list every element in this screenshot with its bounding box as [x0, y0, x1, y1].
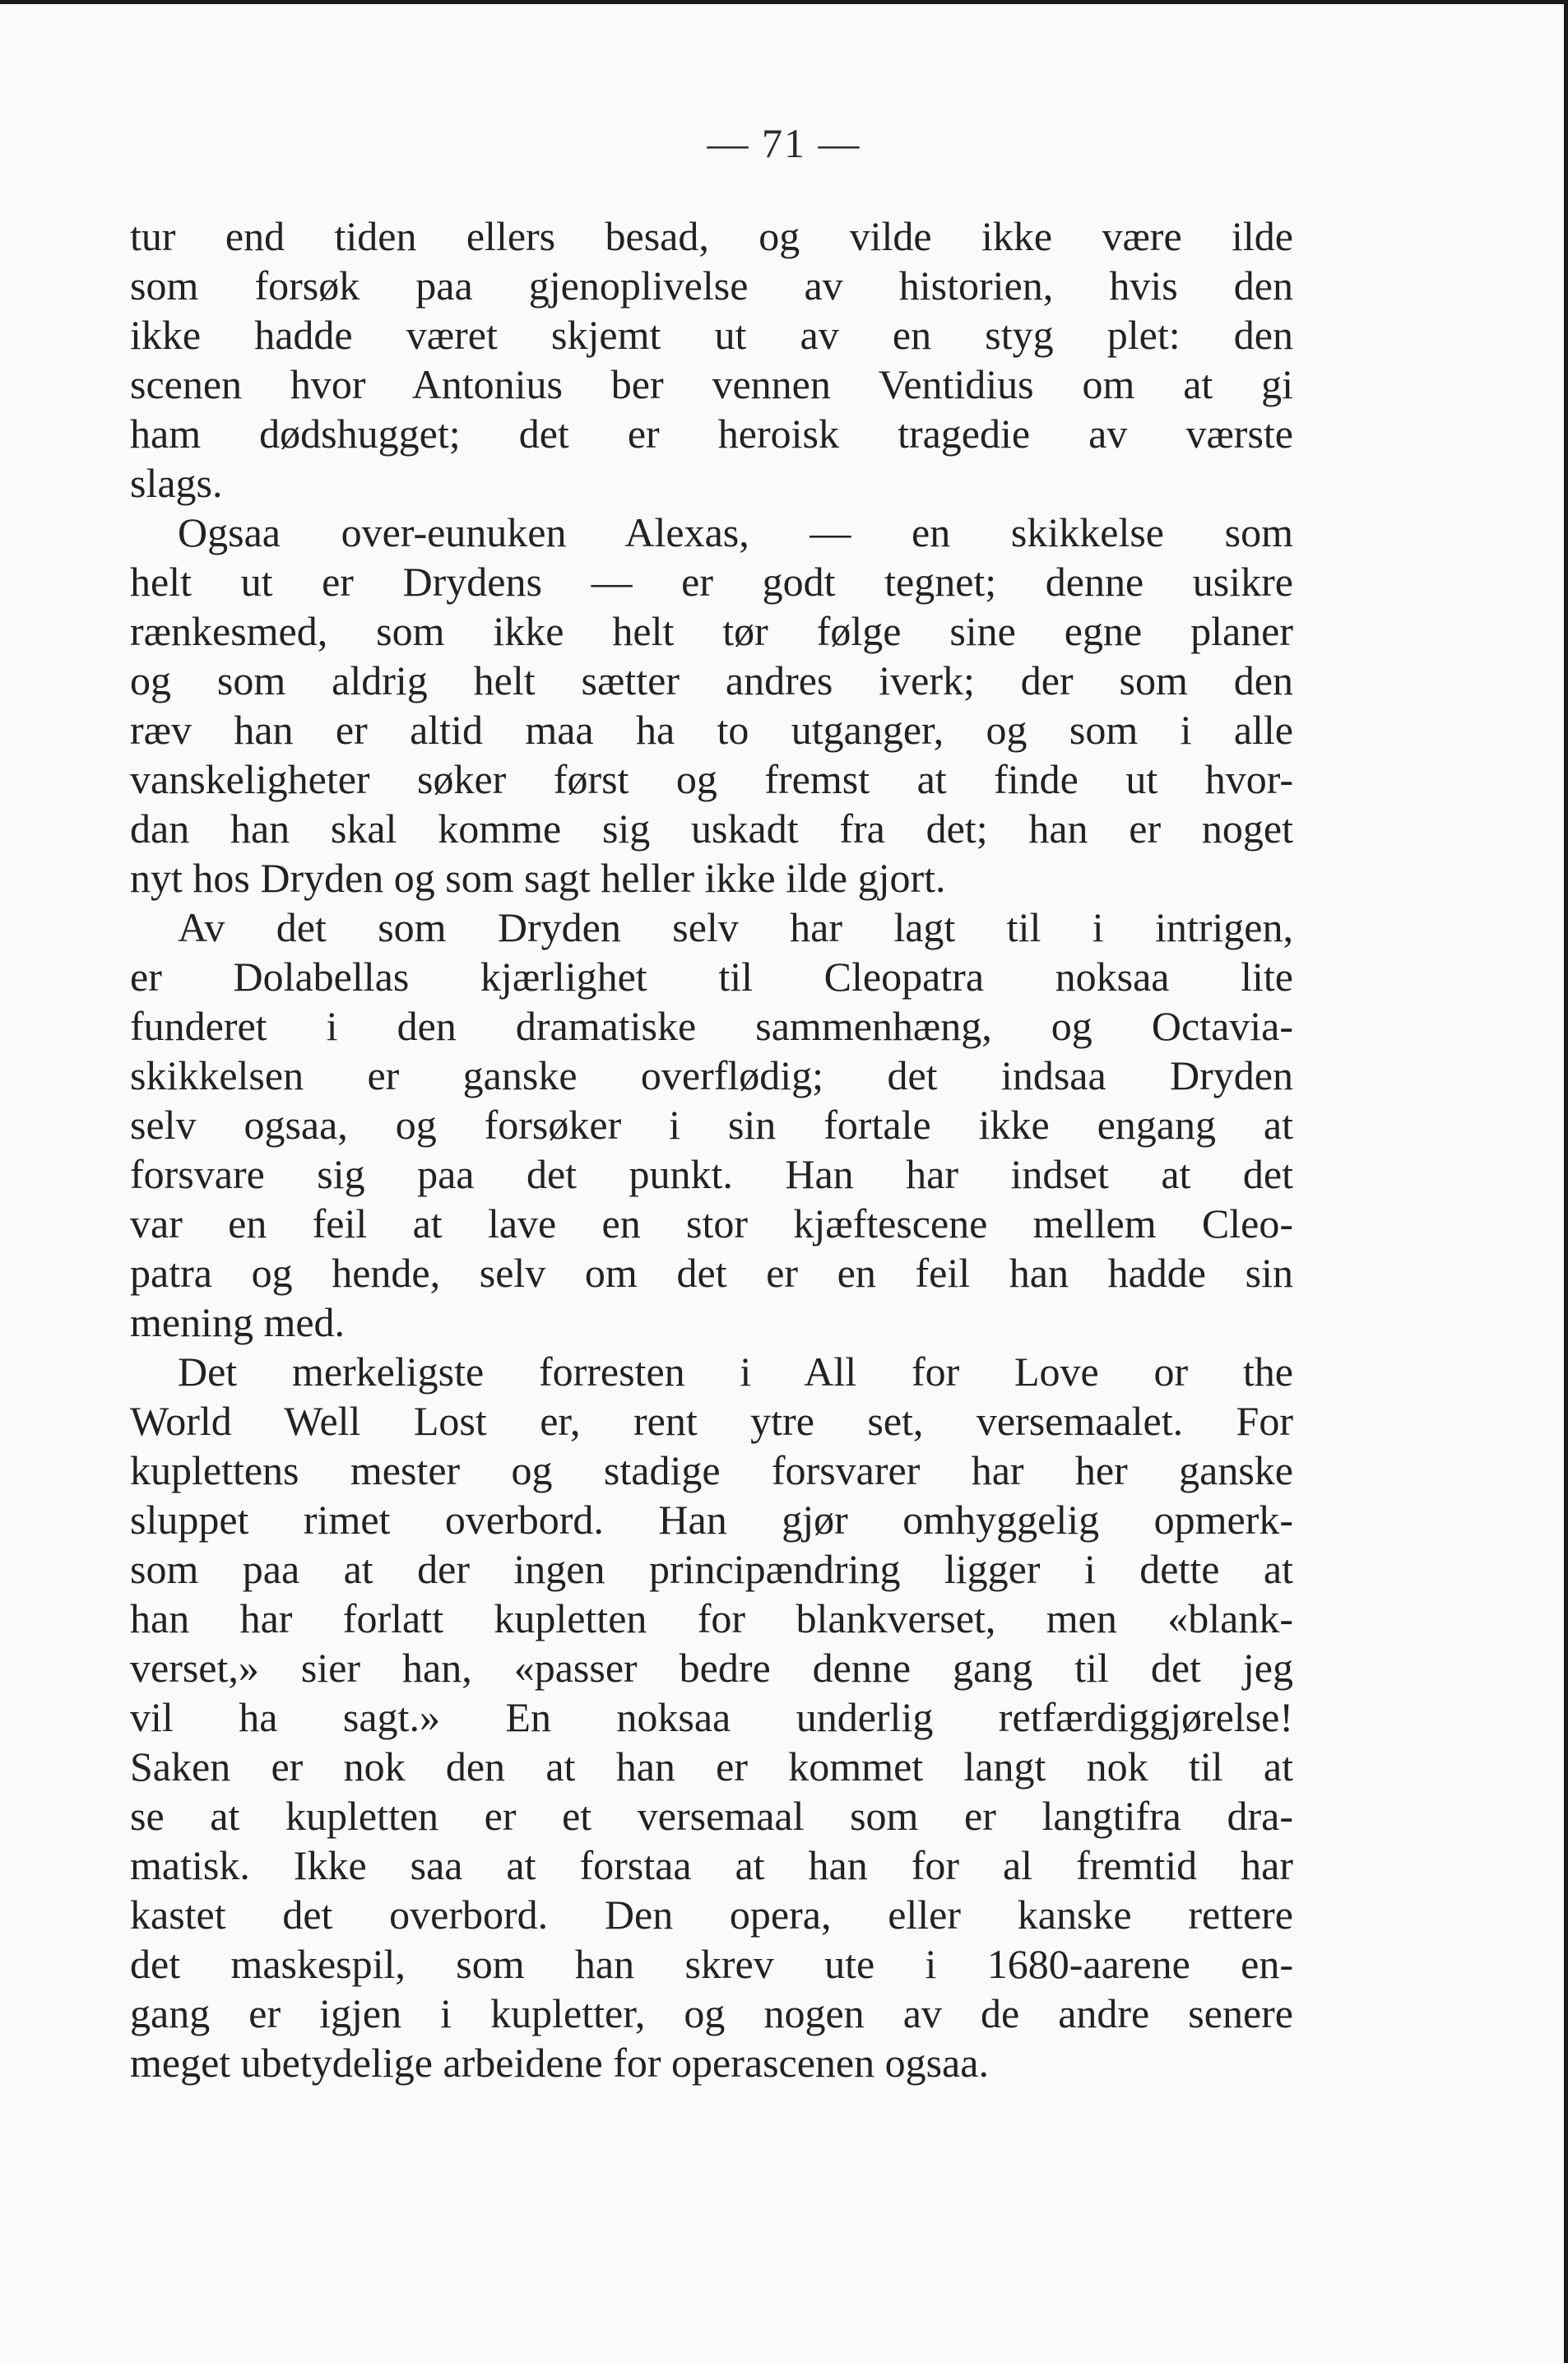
text-line: kastet det overbord. Den opera, eller kanske rettere	[130, 1892, 1293, 1938]
text-line: det maskespil, som han skrev ute i 1680-aarene en-	[130, 1941, 1293, 1987]
paragraph	[130, 508, 1293, 903]
text-line: tur end tiden ellers besad, og vilde ikke være ilde	[130, 213, 1293, 259]
text-line: verset,» sier han, «passer bedre denne gang til det jeg	[130, 1645, 1293, 1691]
text-line: scenen hvor Antonius ber vennen Ventidius om at gi	[130, 361, 1293, 407]
text-line: selv ogsaa, og forsøker i sin fortale ikke engang at	[130, 1102, 1293, 1148]
text-line: forsvare sig paa det punkt. Han har indset at det	[130, 1151, 1293, 1197]
text-line: er Dolabellas kjærlighet til Cleopatra noksaa lite	[130, 954, 1293, 1000]
text-line: meget ubetydelige arbeidene for operascenen ogsaa.	[130, 2040, 989, 2086]
paragraph	[130, 1347, 1293, 2087]
text-line: skikkelsen er ganske overflødig; det indsaa Dryden	[130, 1052, 1293, 1098]
text-line: slags.	[130, 460, 223, 506]
text-line: matisk. Ikke saa at forstaa at han for al fremtid har	[130, 1842, 1293, 1888]
text-line: og som aldrig helt sætter andres iverk; der som den	[130, 657, 1293, 703]
text-line: kuplettens mester og stadige forsvarer har her ganske	[130, 1447, 1293, 1493]
text-line: Ogsaa over-eunuken Alexas, — en skikkelse som	[178, 509, 1293, 555]
text-line: mening med.	[130, 1299, 346, 1345]
text-line: gang er igjen i kupletter, og nogen av de andre senere	[130, 1990, 1293, 2036]
text-line: Saken er nok den at han er kommet langt nok til at	[130, 1743, 1293, 1790]
paragraph	[130, 903, 1293, 1347]
text-line: rænkesmed, som ikke helt tør følge sine egne planer	[130, 608, 1293, 654]
text-line: helt ut er Drydens — er godt tegnet; denne usikre	[130, 559, 1293, 605]
text-line: Av det som Dryden selv har lagt til i intrigen,	[178, 904, 1293, 950]
text-line: se at kupletten er et versemaal som er langtifra dra-	[130, 1793, 1293, 1839]
text-line: World Well Lost er, rent ytre set, versemaalet. For	[130, 1398, 1293, 1444]
text-line: han har forlatt kupletten for blankverset, men «blank-	[130, 1595, 1293, 1641]
text-line: vanskeligheter søker først og fremst at finde ut hvor-	[130, 756, 1293, 802]
text-line: sluppet rimet overbord. Han gjør omhyggelig opmerk-	[130, 1497, 1293, 1543]
text-line: vil ha sagt.» En noksaa underlig retfærdiggjørelse!	[130, 1694, 1293, 1740]
text-line: nyt hos Dryden og som sagt heller ikke ilde gjort.	[130, 855, 946, 901]
page-number: — 71 —	[707, 120, 861, 166]
text-line: funderet i den dramatiske sammenhæng, og Octavia-	[130, 1003, 1293, 1049]
text-line: Det merkeligste forresten i All for Love or the	[178, 1349, 1293, 1395]
paragraph	[130, 211, 1293, 508]
text-line: dan han skal komme sig uskadt fra det; han er noget	[130, 805, 1293, 852]
text-line: som paa at der ingen principændring ligger i dette at	[130, 1546, 1293, 1592]
text-line: ham dødshugget; det er heroisk tragedie av værste	[130, 411, 1293, 457]
text-line: var en feil at lave en stor kjæftescene mellem Cleo-	[130, 1200, 1293, 1246]
text-line: ikke hadde været skjemt ut av en styg plet: den	[130, 312, 1293, 358]
text-line: patra og hende, selv om det er en feil han hadde sin	[130, 1250, 1293, 1296]
body-text	[130, 211, 1293, 2087]
text-line: som forsøk paa gjenoplivelse av historien, hvis den	[130, 262, 1293, 309]
text-line: ræv han er altid maa ha to utganger, og som i alle	[130, 707, 1293, 753]
